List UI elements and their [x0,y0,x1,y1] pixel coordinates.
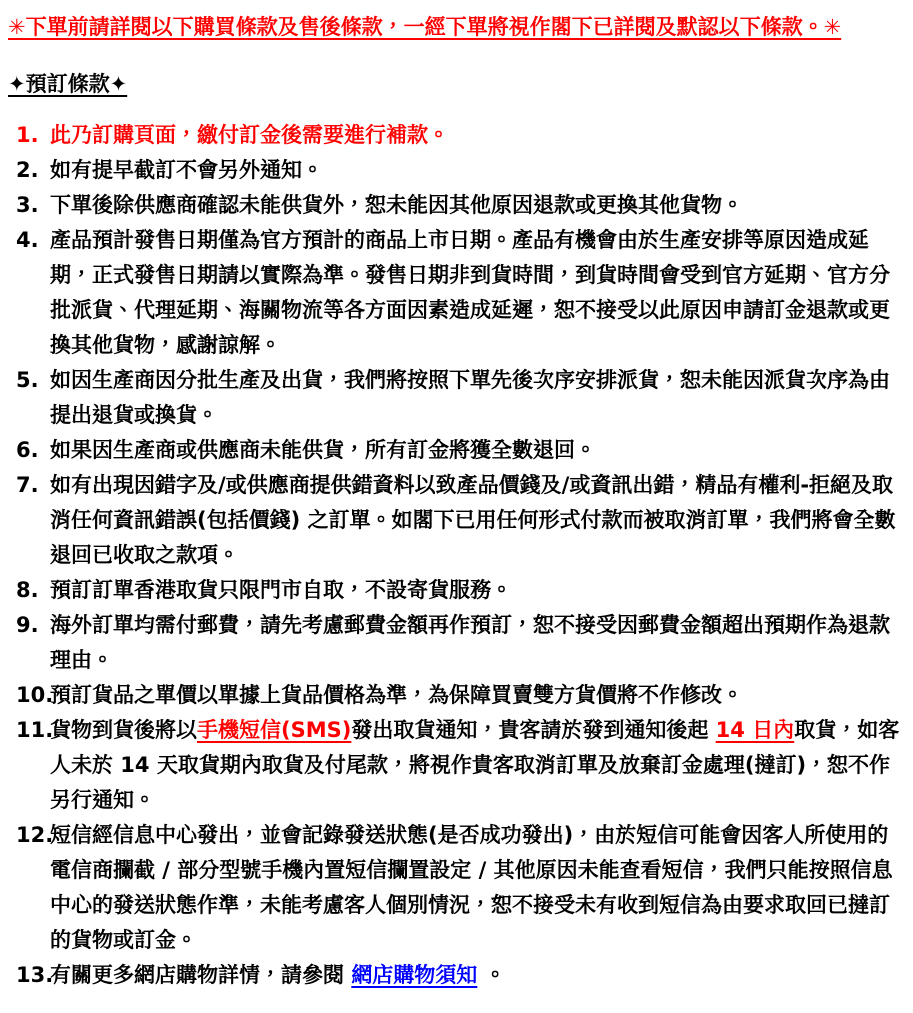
term-item-7 [8,468,903,573]
term-text: 短信經信息中心發出，並會記錄發送狀態(是否成功發出)，由於短信可能會因客人所使用的電信商攔截 / 部分型號手機內置短信攔置設定 / 其他原因未能查看短信，我們只能按照信息中心的發送狀態作準，未能考慮客人個別情況，恕不接受未有收到短信為由要求取回已撻訂的貨物或訂金。 [50,823,893,952]
pickup-deadline-highlight: 14 日內 [715,718,795,742]
term-text: 如有出現因錯字及/或供應商提供錯資料以致產品價錢及/或資訊出錯，精品有權利-拒絕及取消任何資訊錯誤(包括價錢) 之訂單。如閣下已用任何形式付款而被取消訂單，我們將會全數退回已收取之款項。 [50,473,896,567]
term-item-1 [8,118,903,153]
term-text: 。 [477,963,506,987]
term-text: 如果因生產商或供應商未能供貨，所有訂金將獲全數退回。 [50,438,596,462]
term-number: 8. [16,578,39,602]
term-number: 12. [16,823,54,847]
term-item-13 [8,958,903,993]
term-number: 13. [16,963,54,987]
term-item-4 [8,223,903,363]
term-number: 7. [16,473,39,497]
term-item-6 [8,433,903,468]
sms-highlight: 手機短信(SMS) [197,718,352,742]
term-item-3 [8,188,903,223]
term-text: 有關更多網店購物詳情，請參閱 [50,963,352,987]
term-number: 11. [16,718,54,742]
term-item-2 [8,153,903,188]
term-text: 產品預計發售日期僅為官方預計的商品上市日期。產品有機會由於生產安排等原因造成延期，正式發售日期請以實際為準。發售日期非到貨時間，到貨時間會受到官方延期、官方分批派貨、代理延期、海關物流等各方面因素造成延遲，恕不接受以此原因申請訂金退款或更換其他貨物，感謝諒解。 [50,228,890,357]
term-text: 下單後除供應商確認未能供貨外，恕未能因其他原因退款或更換其他貨物。 [50,193,743,217]
term-item-8 [8,573,903,608]
term-number: 3. [16,193,39,217]
term-number: 2. [16,158,39,182]
term-text: 發出取貨通知，貴客請於發到通知後起 [351,718,716,742]
terms-list [8,118,903,993]
term-item-9 [8,608,903,678]
term-number: 4. [16,228,39,252]
term-text: 預訂貨品之單價以單據上貨品價格為準，為保障買賣雙方貨價將不作修改。 [50,683,743,707]
term-number: 1. [16,123,39,147]
term-number: 6. [16,438,39,462]
term-text: 預訂訂單香港取貨只限門市自取，不設寄貨服務。 [50,578,512,602]
term-text: 此乃訂購頁面，繳付訂金後需要進行補款。 [50,123,449,147]
term-number: 10. [16,683,54,707]
term-item-11 [8,713,903,818]
term-item-12 [8,818,903,958]
section-title: ✦預訂條款✦ [8,72,128,96]
pre-order-notice: ✳下單前請詳閱以下購買條款及售後條款，一經下單將視作閣下已詳閱及默認以下條款。✳ [8,15,842,39]
term-item-5 [8,363,903,433]
term-text: 如有提早截訂不會另外通知。 [50,158,323,182]
term-number: 5. [16,368,39,392]
store-shopping-guide-link[interactable]: 網店購物須知 [351,963,478,987]
term-text: 海外訂單均需付郵費，請先考慮郵費金額再作預訂，恕不接受因郵費金額超出預期作為退款理由。 [50,613,890,672]
term-text: 如因生產商因分批生產及出貨，我們將按照下單先後次序安排派貨，恕未能因派貨次序為由提出退貨或換貨。 [50,368,890,427]
term-text: 取貨，如客人未於 14 天取貨期內取貨及付尾款，將視作貴客取消訂單及放棄訂金處理(撻訂)，恕不作另行通知。 [50,718,900,812]
term-text: 貨物到貨後將以 [50,718,197,742]
term-number: 9. [16,613,39,637]
term-item-10 [8,678,903,713]
